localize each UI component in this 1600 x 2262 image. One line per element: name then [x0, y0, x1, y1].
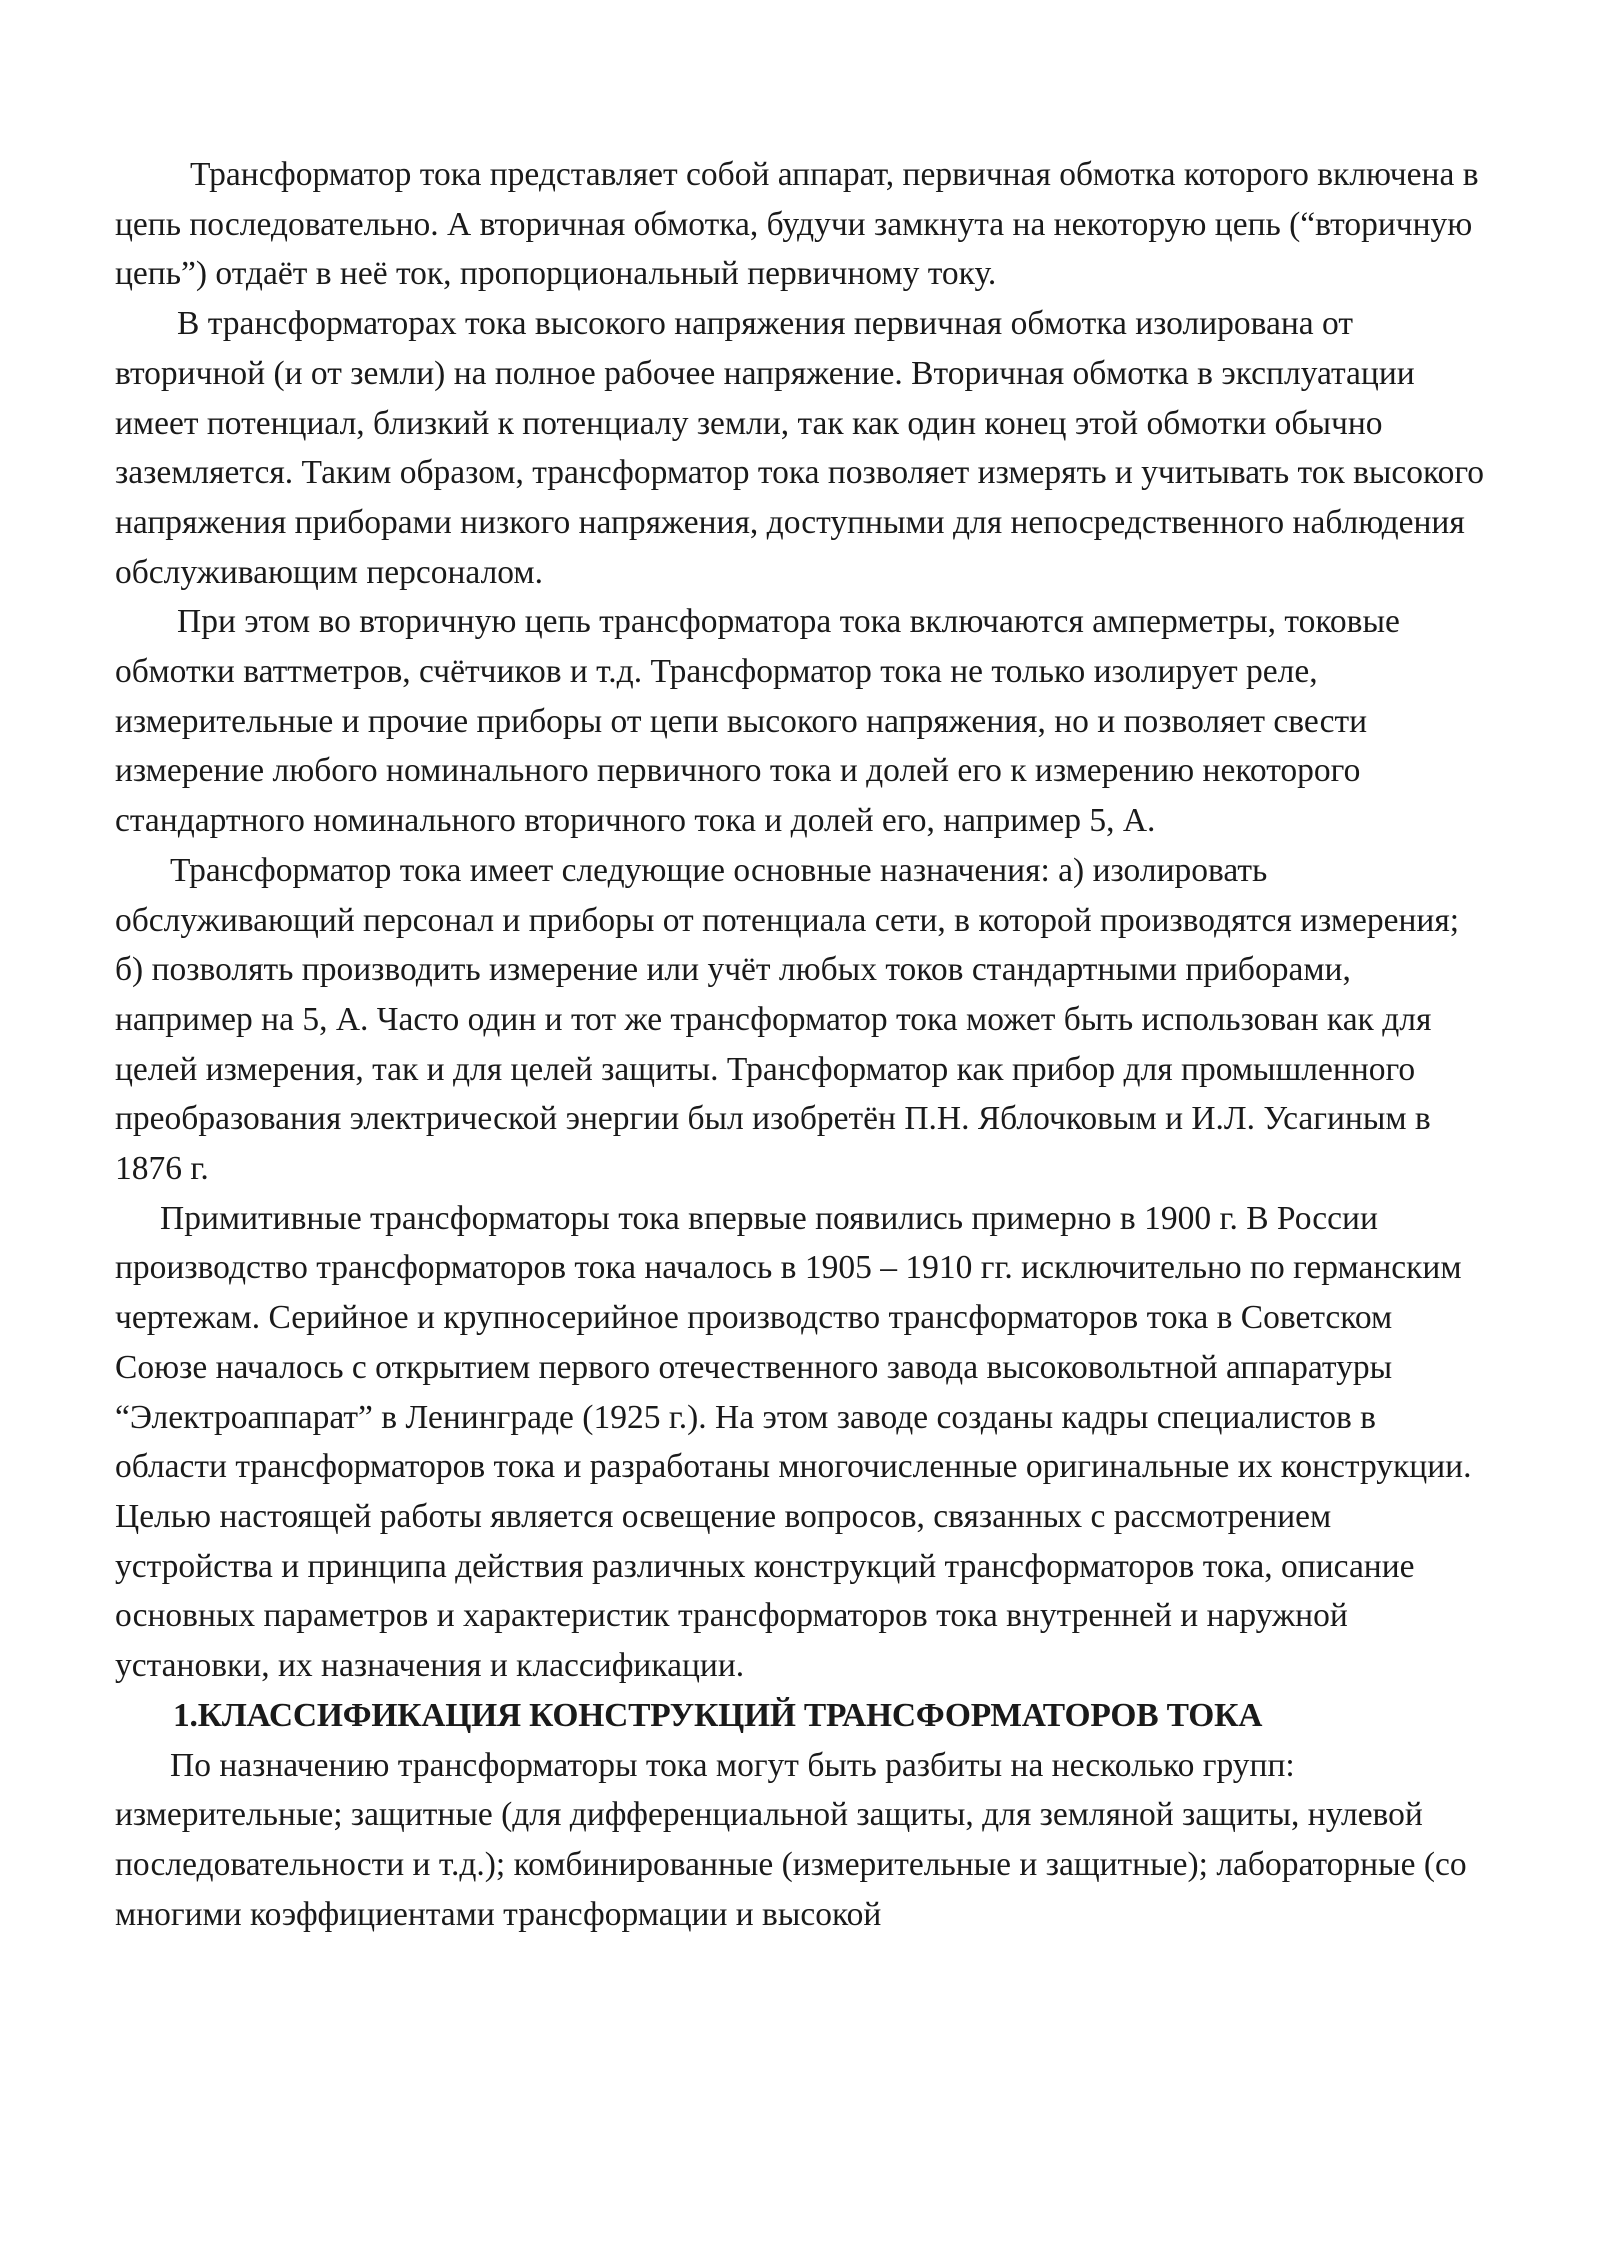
paragraph-purposes: Трансформатор тока имеет следующие основные назначения: а) изолировать обслуживающий персонал и приборы от потенциала сети, в которой производятся измерения; б) позволять производить измерение или учёт любых токов стандартными приборами, например на 5, А. Часто один и тот же трансформатор тока может быть использован как для целей измерения, так и для целей защиты. Трансформатор как прибор для промышленного преобразования электрической энергии был изобретён П.Н. Яблочковым и И.Л. Усагиным в 1876 г.	[115, 851, 1460, 1188]
document-page	[115, 150, 1490, 1939]
paragraph-classification: По назначению трансформаторы тока могут быть разбиты на несколько групп: измерительные; защитные (для дифференциальной защиты, для земляной защиты, нулевой последовательности и т.д.); комбинированные (измерительные и защитные); лабораторные (со многими коэффициентами трансформации и высокой	[115, 1746, 1467, 1933]
paragraph-secondary-circuit: При этом во вторичную цепь трансформатора тока включаются амперметры, токовые обмотки ваттметров, счётчиков и т.д. Трансформатор тока не только изолирует реле, измерительные и прочие приборы от цепи высокого напряжения, но и позволяет свести измерение любого номинального первичного тока и долей его к измерению некоторого стандартного номинального вторичного тока и долей его, например 5, А.	[115, 603, 1400, 840]
paragraph-history: Примитивные трансформаторы тока впервые появились примерно в 1900 г. В России производство трансформаторов тока началось в 1905 – 1910 гг. исключительно по германским чертежам. Серийное и крупносерийное производство трансформаторов тока в Советском Союзе началось с открытием первого отечественного завода высоковольтной аппаратуры “Электроаппарат” в Ленинграде (1925 г.). На этом заводе созданы кадры специалистов в области трансформаторов тока и разработаны многочисленные оригинальные их конструкции. Целью настоящей работы является освещение вопросов, связанных с рассмотрением устройства и принципа действия различных конструкций трансформаторов тока, описание основных параметров и характеристик трансформаторов тока внутренней и наружной установки, их назначения и классификации.	[115, 1199, 1472, 1685]
section-heading: 1.КЛАССИФИКАЦИЯ КОНСТРУКЦИЙ ТРАНСФОРМАТОРОВ ТОКА	[173, 1696, 1263, 1734]
paragraph-high-voltage: В трансформаторах тока высокого напряжения первичная обмотка изолирована от вторичной (и от земли) на полное рабочее напряжение. Вторичная обмотка в эксплуатации имеет потенциал, близкий к потенциалу земли, так как один конец этой обмотки обычно заземляется. Таким образом, трансформатор тока позволяет измерять и учитывать ток высокого напряжения приборами низкого напряжения, доступными для непосредственного наблюдения обслуживающим персоналом.	[115, 305, 1485, 591]
paragraph-intro: Трансформатор тока представляет собой аппарат, первичная обмотка которого включена в цепь последовательно. А вторичная обмотка, будучи замкнута на некоторую цепь (“вторичную цепь”) отдаёт в неё ток, пропорциональный первичному току.	[115, 156, 1479, 293]
